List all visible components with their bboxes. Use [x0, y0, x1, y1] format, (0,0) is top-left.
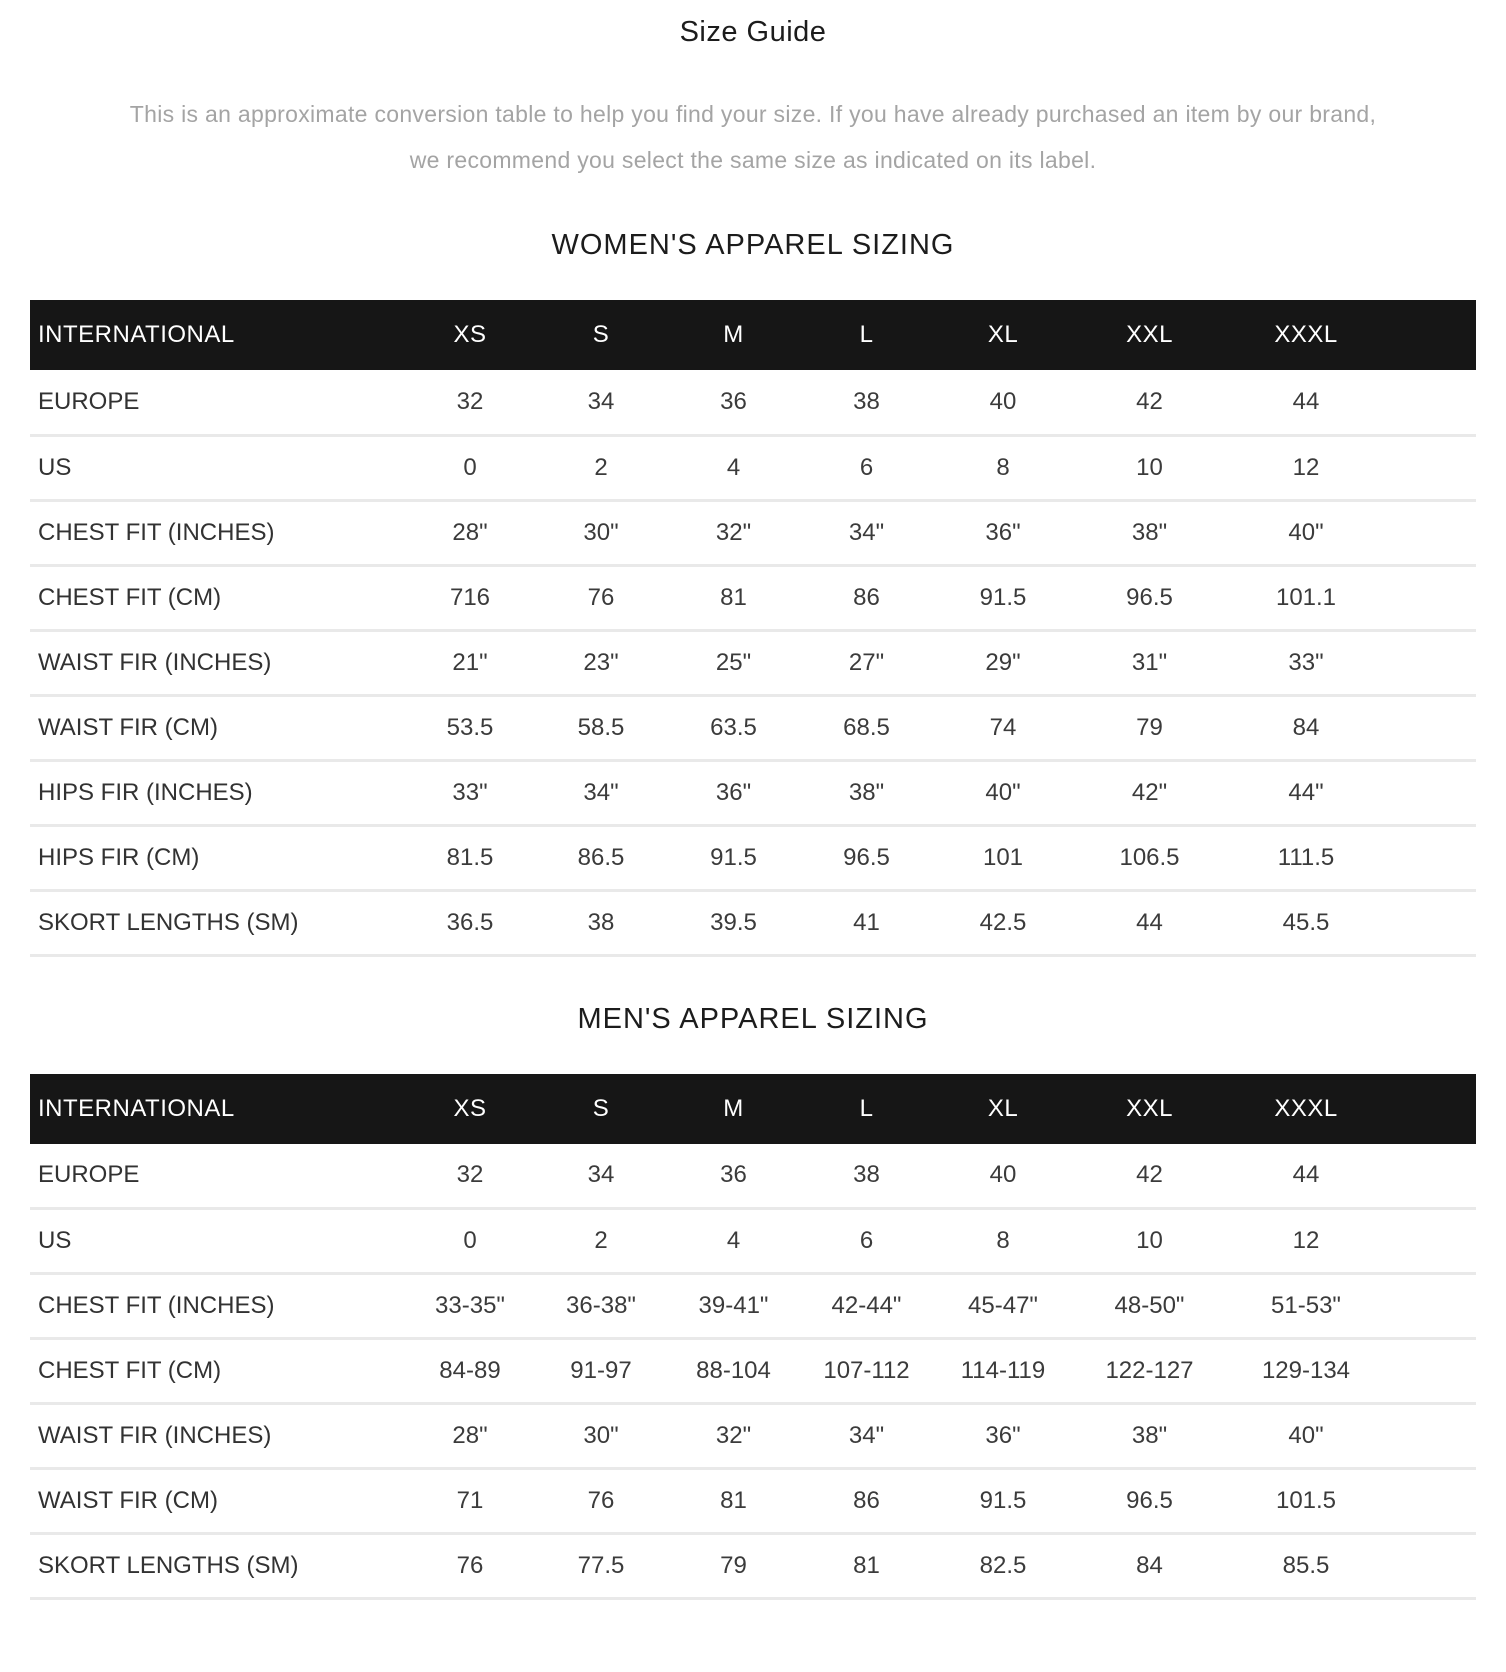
- cell-value: 38": [1073, 500, 1226, 565]
- header-cell-size: S: [535, 1074, 667, 1144]
- cell-value: 28": [405, 1404, 535, 1469]
- row-label: CHEST FIT (CM): [30, 565, 405, 630]
- cell-value: 84-89: [405, 1339, 535, 1404]
- row-label: CHEST FIT (CM): [30, 1339, 405, 1404]
- cell-value: 44: [1226, 370, 1476, 435]
- cell-value: 79: [1073, 695, 1226, 760]
- cell-value: 48-50": [1073, 1274, 1226, 1339]
- table-row: [30, 1534, 1476, 1599]
- header-cell-size: M: [667, 300, 800, 370]
- header-cell-size: XL: [933, 300, 1073, 370]
- cell-value: 30": [535, 1404, 667, 1469]
- cell-value: 86: [800, 565, 933, 630]
- row-label: WAIST FIR (CM): [30, 1469, 405, 1534]
- cell-value: 38: [800, 1144, 933, 1209]
- header-cell-size: L: [800, 300, 933, 370]
- mens-sizing-section: [0, 1003, 1506, 1601]
- cell-value: 36": [933, 500, 1073, 565]
- row-label: HIPS FIR (INCHES): [30, 760, 405, 825]
- cell-value: 8: [933, 435, 1073, 500]
- header-cell-size: M: [667, 1074, 800, 1144]
- cell-value: 40: [933, 370, 1073, 435]
- table-row: [30, 1274, 1476, 1339]
- cell-value: 716: [405, 565, 535, 630]
- cell-value: 0: [405, 1209, 535, 1274]
- cell-value: 51-53": [1226, 1274, 1476, 1339]
- cell-value: 86: [800, 1469, 933, 1534]
- header-cell-size: XXXL: [1226, 1074, 1476, 1144]
- table-row: [30, 500, 1476, 565]
- cell-value: 84: [1226, 695, 1476, 760]
- cell-value: 91.5: [933, 1469, 1073, 1534]
- cell-value: 40": [1226, 500, 1476, 565]
- cell-value: 42: [1073, 1144, 1226, 1209]
- cell-value: 53.5: [405, 695, 535, 760]
- table-row: [30, 695, 1476, 760]
- cell-value: 44: [1226, 1144, 1476, 1209]
- table-row: [30, 760, 1476, 825]
- cell-value: 32": [667, 500, 800, 565]
- row-label: US: [30, 1209, 405, 1274]
- cell-value: 39-41": [667, 1274, 800, 1339]
- row-label: EUROPE: [30, 370, 405, 435]
- womens-sizing-section: [0, 229, 1506, 957]
- cell-value: 34: [535, 1144, 667, 1209]
- mens-sizing-table: [30, 1074, 1476, 1601]
- cell-value: 12: [1226, 1209, 1476, 1274]
- cell-value: 36: [667, 370, 800, 435]
- cell-value: 32": [667, 1404, 800, 1469]
- cell-value: 32: [405, 1144, 535, 1209]
- row-label: EUROPE: [30, 1144, 405, 1209]
- cell-value: 42: [1073, 370, 1226, 435]
- womens-sizing-table: [30, 300, 1476, 957]
- table-header-row: [30, 300, 1476, 370]
- row-label: WAIST FIR (INCHES): [30, 630, 405, 695]
- cell-value: 107-112: [800, 1339, 933, 1404]
- cell-value: 96.5: [1073, 565, 1226, 630]
- table-row: [30, 890, 1476, 955]
- cell-value: 81: [667, 1469, 800, 1534]
- header-cell-label: INTERNATIONAL: [30, 300, 405, 370]
- header-cell-size: XXL: [1073, 300, 1226, 370]
- row-label: WAIST FIR (INCHES): [30, 1404, 405, 1469]
- cell-value: 36.5: [405, 890, 535, 955]
- cell-value: 31": [1073, 630, 1226, 695]
- header-cell-size: L: [800, 1074, 933, 1144]
- cell-value: 114-119: [933, 1339, 1073, 1404]
- header-cell-size: XL: [933, 1074, 1073, 1144]
- cell-value: 106.5: [1073, 825, 1226, 890]
- cell-value: 81.5: [405, 825, 535, 890]
- cell-value: 76: [405, 1534, 535, 1599]
- section-title-mens: MEN'S APPAREL SIZING: [577, 1002, 929, 1035]
- table-row: [30, 565, 1476, 630]
- cell-value: 33": [1226, 630, 1476, 695]
- cell-value: 82.5: [933, 1534, 1073, 1599]
- cell-value: 32: [405, 370, 535, 435]
- cell-value: 6: [800, 435, 933, 500]
- cell-value: 39.5: [667, 890, 800, 955]
- cell-value: 101.1: [1226, 565, 1476, 630]
- cell-value: 28": [405, 500, 535, 565]
- cell-value: 42-44": [800, 1274, 933, 1339]
- row-label: SKORT LENGTHS (SM): [30, 1534, 405, 1599]
- cell-value: 36": [667, 760, 800, 825]
- table-row: [30, 370, 1476, 435]
- cell-value: 96.5: [800, 825, 933, 890]
- cell-value: 34: [535, 370, 667, 435]
- cell-value: 129-134: [1226, 1339, 1476, 1404]
- cell-value: 10: [1073, 1209, 1226, 1274]
- cell-value: 42.5: [933, 890, 1073, 955]
- cell-value: 29": [933, 630, 1073, 695]
- header-cell-size: XS: [405, 300, 535, 370]
- section-title-womens: WOMEN'S APPAREL SIZING: [551, 229, 955, 261]
- cell-value: 45.5: [1226, 890, 1476, 955]
- page-description-line2: we recommend you select the same size as indicated on its label.: [409, 147, 1097, 173]
- row-label: WAIST FIR (CM): [30, 695, 405, 760]
- cell-value: 10: [1073, 435, 1226, 500]
- cell-value: 38": [1073, 1404, 1226, 1469]
- header-cell-size: S: [535, 300, 667, 370]
- cell-value: 34": [800, 1404, 933, 1469]
- cell-value: 25": [667, 630, 800, 695]
- cell-value: 101.5: [1226, 1469, 1476, 1534]
- cell-value: 101: [933, 825, 1073, 890]
- cell-value: 40": [1226, 1404, 1476, 1469]
- cell-value: 86.5: [535, 825, 667, 890]
- row-label: CHEST FIT (INCHES): [30, 500, 405, 565]
- cell-value: 36": [933, 1404, 1073, 1469]
- cell-value: 30": [535, 500, 667, 565]
- cell-value: 88-104: [667, 1339, 800, 1404]
- cell-value: 45-47": [933, 1274, 1073, 1339]
- cell-value: 0: [405, 435, 535, 500]
- table-header-row: [30, 1074, 1476, 1144]
- cell-value: 12: [1226, 435, 1476, 500]
- cell-value: 23": [535, 630, 667, 695]
- table-row: [30, 1144, 1476, 1209]
- cell-value: 63.5: [667, 695, 800, 760]
- cell-value: 33-35": [405, 1274, 535, 1339]
- page-title: Size Guide: [679, 16, 827, 48]
- cell-value: 68.5: [800, 695, 933, 760]
- header-cell-label: INTERNATIONAL: [30, 1074, 405, 1144]
- cell-value: 76: [535, 1469, 667, 1534]
- cell-value: 34": [535, 760, 667, 825]
- cell-value: 2: [535, 1209, 667, 1274]
- cell-value: 111.5: [1226, 825, 1476, 890]
- table-row: [30, 1404, 1476, 1469]
- cell-value: 40: [933, 1144, 1073, 1209]
- table-row: [30, 1209, 1476, 1274]
- cell-value: 40": [933, 760, 1073, 825]
- table-row: [30, 825, 1476, 890]
- cell-value: 38: [535, 890, 667, 955]
- row-label: CHEST FIT (INCHES): [30, 1274, 405, 1339]
- cell-value: 6: [800, 1209, 933, 1274]
- cell-value: 34": [800, 500, 933, 565]
- cell-value: 4: [667, 1209, 800, 1274]
- cell-value: 58.5: [535, 695, 667, 760]
- cell-value: 96.5: [1073, 1469, 1226, 1534]
- table-row: [30, 1339, 1476, 1404]
- row-label: US: [30, 435, 405, 500]
- cell-value: 74: [933, 695, 1073, 760]
- cell-value: 21": [405, 630, 535, 695]
- page-description-line1: This is an approximate conversion table to help you find your size. If you have already purchased an item by our brand,: [129, 101, 1377, 127]
- cell-value: 91-97: [535, 1339, 667, 1404]
- cell-value: 71: [405, 1469, 535, 1534]
- cell-value: 38": [800, 760, 933, 825]
- cell-value: 41: [800, 890, 933, 955]
- header-cell-size: XXL: [1073, 1074, 1226, 1144]
- cell-value: 77.5: [535, 1534, 667, 1599]
- header-cell-size: XS: [405, 1074, 535, 1144]
- row-label: SKORT LENGTHS (SM): [30, 890, 405, 955]
- cell-value: 91.5: [933, 565, 1073, 630]
- table-row: [30, 1469, 1476, 1534]
- cell-value: 85.5: [1226, 1534, 1476, 1599]
- cell-value: 38: [800, 370, 933, 435]
- cell-value: 4: [667, 435, 800, 500]
- cell-value: 79: [667, 1534, 800, 1599]
- cell-value: 44": [1226, 760, 1476, 825]
- cell-value: 42": [1073, 760, 1226, 825]
- cell-value: 81: [667, 565, 800, 630]
- cell-value: 91.5: [667, 825, 800, 890]
- cell-value: 44: [1073, 890, 1226, 955]
- cell-value: 36-38": [535, 1274, 667, 1339]
- cell-value: 81: [800, 1534, 933, 1599]
- cell-value: 76: [535, 565, 667, 630]
- table-row: [30, 435, 1476, 500]
- cell-value: 33": [405, 760, 535, 825]
- cell-value: 2: [535, 435, 667, 500]
- header-cell-size: XXXL: [1226, 300, 1476, 370]
- row-label: HIPS FIR (CM): [30, 825, 405, 890]
- cell-value: 8: [933, 1209, 1073, 1274]
- cell-value: 36: [667, 1144, 800, 1209]
- table-row: [30, 630, 1476, 695]
- cell-value: 27": [800, 630, 933, 695]
- page-description: [63, 91, 1443, 183]
- cell-value: 122-127: [1073, 1339, 1226, 1404]
- cell-value: 84: [1073, 1534, 1226, 1599]
